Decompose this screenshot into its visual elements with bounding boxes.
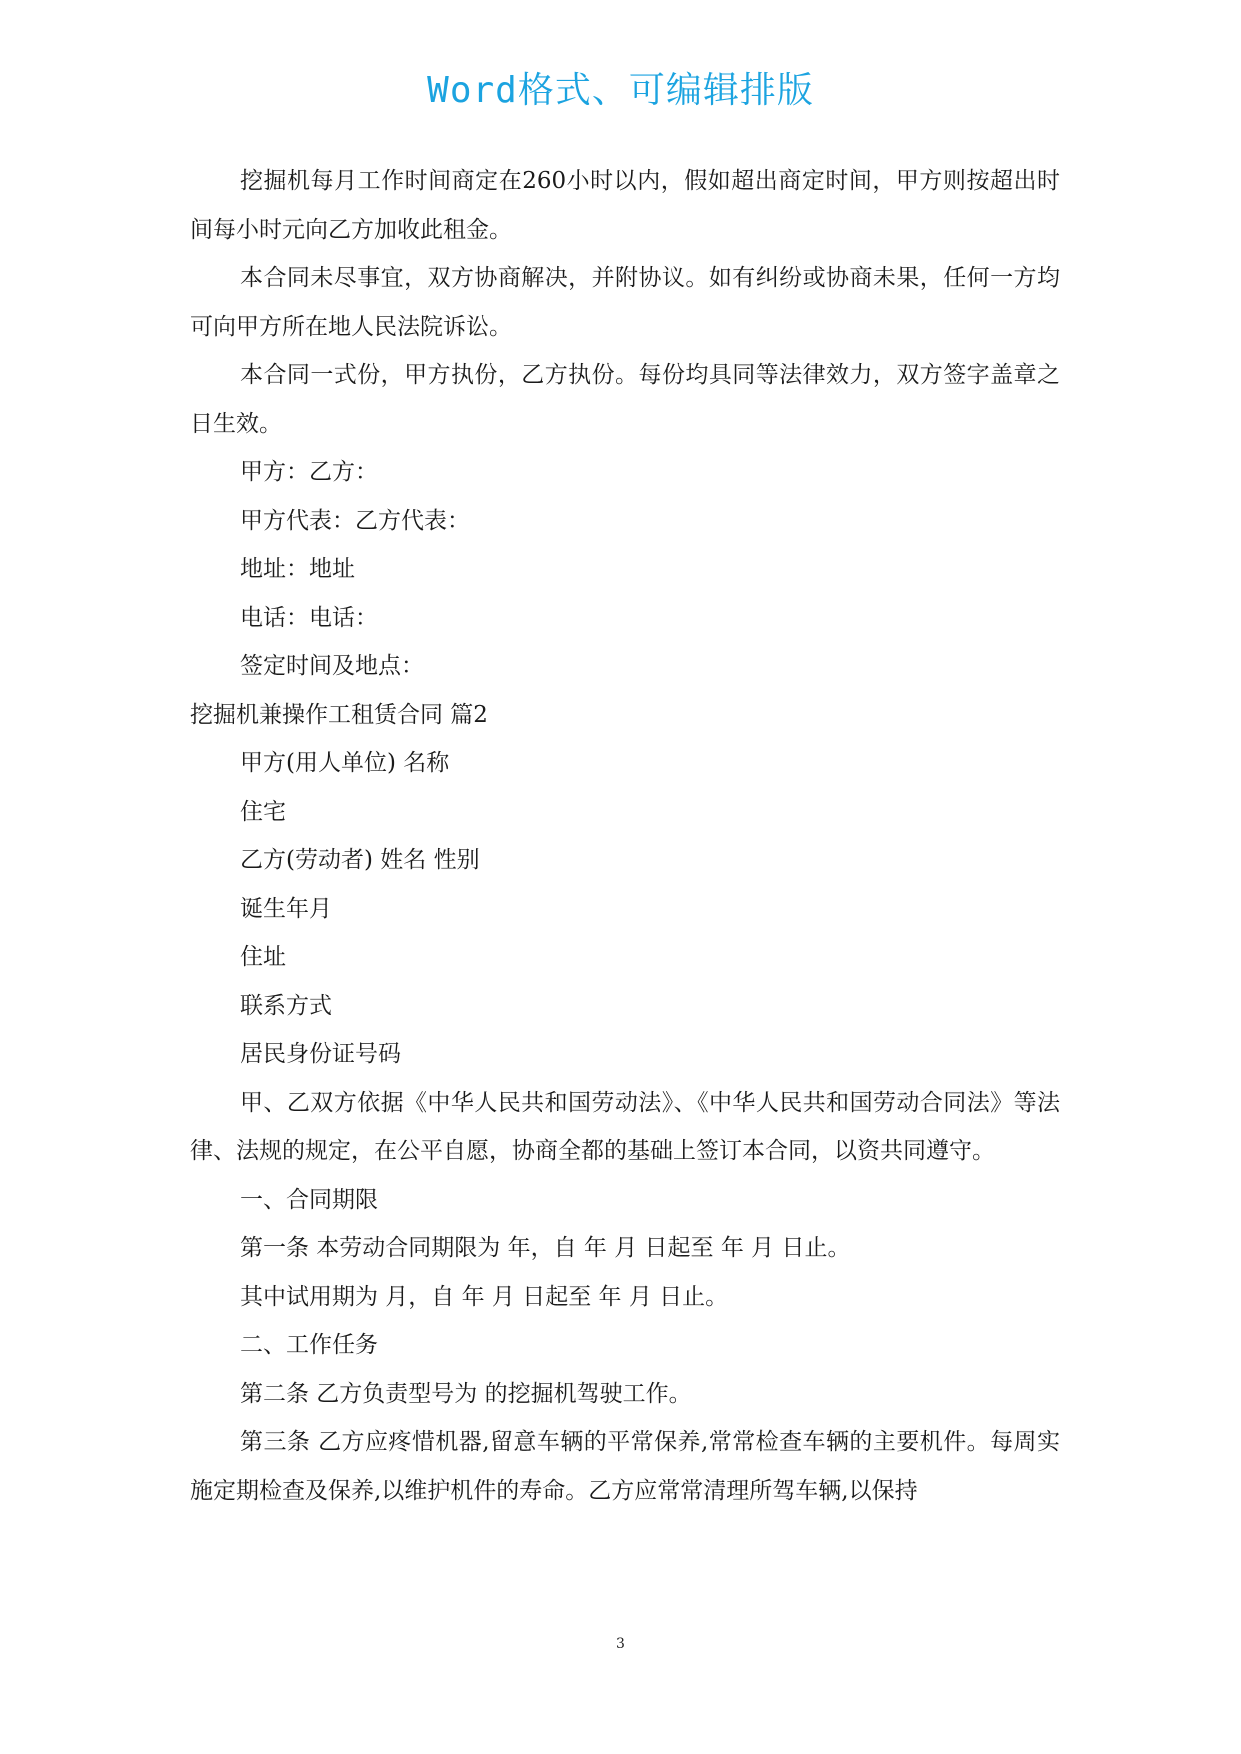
paragraph-copies: 本合同一式份，甲方执份，乙方执份。每份均具同等法律效力，双方签字盖章之日生效。	[190, 362, 1060, 437]
party-a-residence: 住宅	[240, 798, 286, 825]
clause-heading-term: 一、合同期限	[240, 1186, 378, 1213]
clause-article-1: 第一条 本劳动合同期限为 年，自 年 月 日起至 年 月 日止。	[240, 1235, 851, 1261]
document-body	[190, 157, 1060, 1515]
clause-probation: 其中试用期为 月，自 年 月 日起至 年 月 日止。	[240, 1283, 729, 1310]
section-heading: 挖掘机兼操作工租赁合同 篇2	[190, 701, 488, 728]
signature-parties: 甲方：乙方：	[240, 459, 378, 485]
party-b-birth: 诞生年月	[240, 895, 332, 922]
signature-representatives: 甲方代表：乙方代表：	[240, 507, 470, 534]
party-b-id-number: 居民身份证号码	[240, 1041, 401, 1067]
party-b-address: 住址	[240, 944, 286, 970]
signature-phone: 电话：电话：	[240, 604, 378, 631]
clause-heading-tasks: 二、工作任务	[240, 1332, 378, 1358]
signature-date-place: 签定时间及地点：	[240, 653, 424, 679]
page-number: 3	[616, 1636, 625, 1652]
clause-article-2: 第二条 乙方负责型号为 的挖掘机驾驶工作。	[240, 1380, 692, 1407]
party-b-contact: 联系方式	[240, 992, 332, 1019]
document-header-title: Word格式、可编辑排版	[427, 70, 814, 111]
clause-article-3: 第三条 乙方应疼惜机器,留意车辆的平常保养,常常检查车辆的主要机件。每周实施定期检查及保养,以维护机件的寿命。乙方应常常清理所驾车辆,以保持	[190, 1429, 1060, 1504]
paragraph-rent-hours: 挖掘机每月工作时间商定在260小时以内，假如超出商定时间，甲方则按超出时间每小时元向乙方加收此租金。	[190, 168, 1060, 243]
signature-address: 地址：地址	[240, 556, 355, 582]
paragraph-disputes: 本合同未尽事宜，双方协商解决，并附协议。如有纠纷或协商未果，任何一方均可向甲方所在地人民法院诉讼。	[190, 265, 1060, 340]
party-a-name: 甲方(用人单位) 名称	[240, 750, 450, 776]
paragraph-legal-basis: 甲、乙双方依据《中华人民共和国劳动法》、《中华人民共和国劳动合同法》等法律、法规的规定，在公平自愿，协商全都的基础上签订本合同，以资共同遵守。	[190, 1089, 1060, 1164]
party-b-name-gender: 乙方(劳动者) 姓名 性别	[240, 847, 480, 873]
